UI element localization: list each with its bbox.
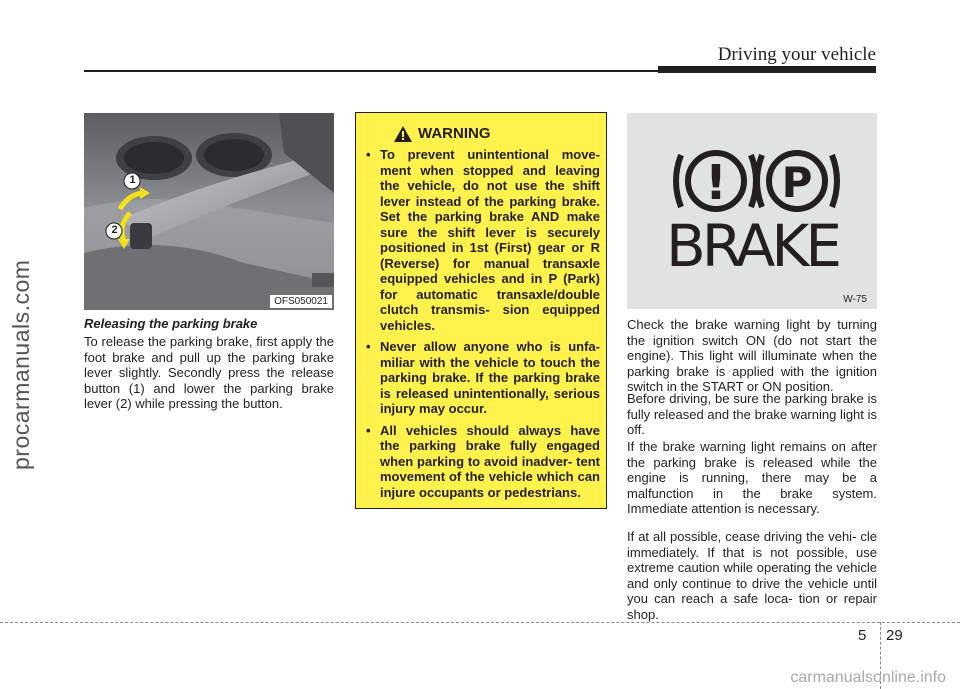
section-title: Driving your vehicle (717, 44, 876, 65)
right-paragraph-3: If the brake warning light remains on after the parking brake is released while the engine is running, there may be a malfunction in the brake system. Immediate attention is necessary. (627, 439, 877, 517)
warning-item: • All vehicles should always have the parking brake fully engaged when parking to avoid inadver- tent movement of the vehicle which can injure occupants or pedestrians. (364, 423, 600, 501)
warning-triangle-icon (394, 126, 412, 142)
page-number: 29 (886, 627, 903, 644)
right-paragraph-4: If at all possible, cease driving the vehi- cle immediately. If that is not possible, use extreme caution while operating the vehicle and only continue to drive the vehicle until you can reach a safe loca- tion or repair shop. (627, 529, 877, 622)
brake-p-glyph: P (781, 158, 813, 207)
parking-brake-illustration (84, 113, 334, 310)
brake-warning-light-panel (627, 113, 877, 309)
photo-code: OFS050021 (270, 295, 332, 308)
bottom-watermark[interactable]: carmanualsonline.info (790, 669, 946, 686)
callout-2: 2 (111, 224, 118, 236)
parking-brake-photo (84, 113, 334, 310)
footer-rule (0, 622, 960, 623)
header-rule (84, 70, 660, 72)
callout-1: 1 (129, 174, 136, 186)
warning-title: WARNING (418, 125, 491, 142)
brake-exclaim-glyph: ! (705, 155, 727, 211)
left-paragraph: To release the parking brake, first apply the foot brake and pull up the parking brake lever slightly. Secondly press the release button (1) and lower the parking brake lever (2) while pressing the button. (84, 334, 334, 412)
brake-word: BRAKE (665, 212, 839, 280)
right-paragraph-1: Check the brake warning light by turning the ignition switch ON (do not start the engine). This light will illuminate when the parking brake is applied with the ignition switch in the START or ON position. (627, 317, 877, 395)
warning-box (355, 112, 607, 509)
warning-list (364, 147, 600, 506)
right-paragraph-2: Before driving, be sure the parking brake is fully released and the brake warning light is off. (627, 391, 877, 438)
section-number: 5 (858, 627, 867, 644)
warning-item: • Never allow anyone who is unfa- miliar with the vehicle to touch the parking brake. If the parking brake is released unintentionally, serious injury may occur. (364, 339, 600, 417)
header-rule-thick (658, 66, 876, 73)
warning-item: • To prevent unintentional move- ment when stopped and leaving the vehicle, do not use the shift lever instead of the parking brake. Set the parking brake AND make sure the shift lever is securely positioned in 1st (First) gear or R (Reverse) for manual transaxle equipped vehicles and in P (Park) for automatic transaxle/double clutch transmis- sion equipped vehicles. (364, 147, 600, 333)
panel-code: W-75 (843, 294, 867, 305)
caption-heading: Releasing the parking brake (84, 316, 258, 331)
warning-header (394, 125, 491, 142)
side-watermark[interactable]: procarmanuals.com (8, 259, 34, 470)
